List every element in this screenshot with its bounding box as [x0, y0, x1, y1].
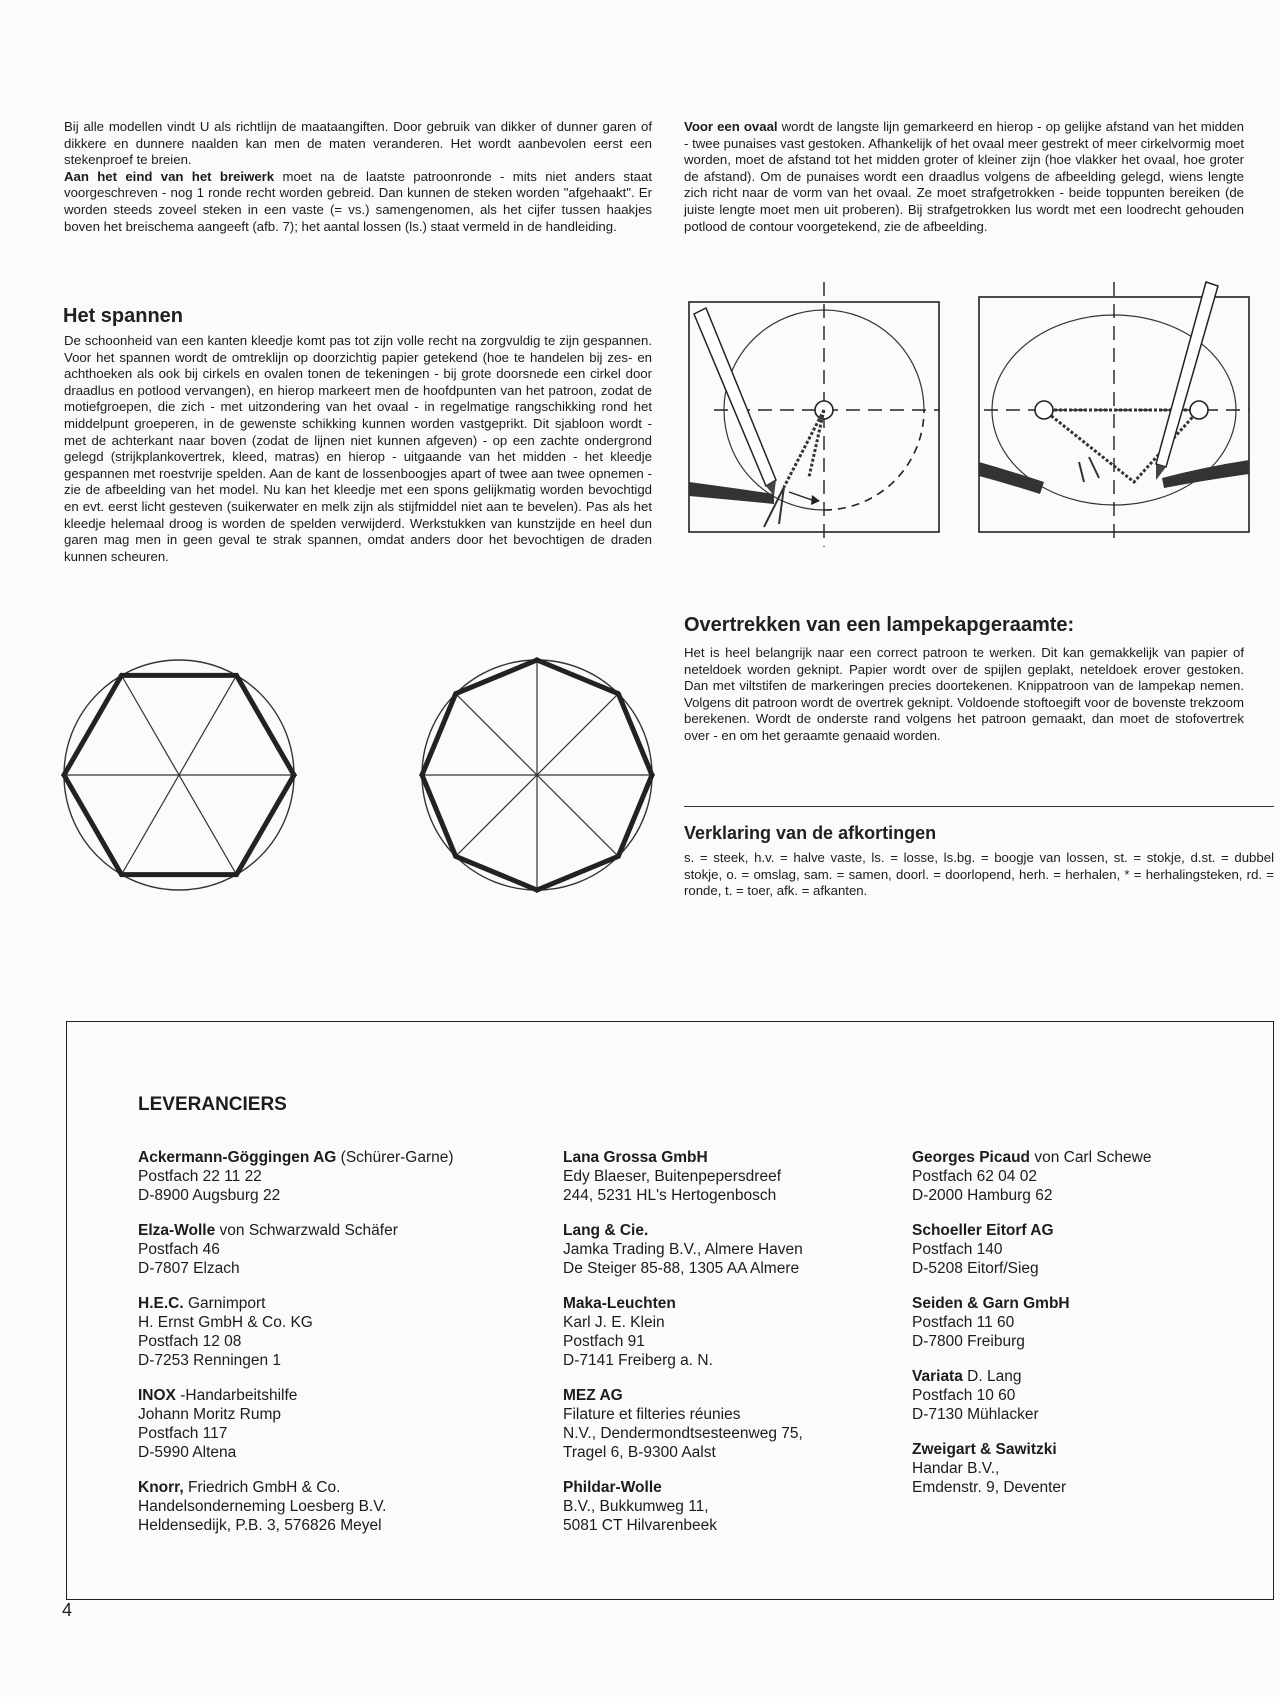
supplier-name: Maka-Leuchten: [563, 1295, 676, 1312]
supplier-address-line: Edy Blaeser, Buitenpepersdreef: [563, 1168, 781, 1185]
supplier-name: Georges Picaud: [912, 1149, 1031, 1166]
supplier-name: Variata: [912, 1368, 963, 1385]
suppliers-col-2: [563, 1148, 893, 1551]
supplier-name: Elza-Wolle: [138, 1222, 216, 1239]
supplier-suffix: Garnimport: [183, 1295, 266, 1312]
intro-right-lead: Voor een ovaal: [684, 119, 778, 134]
supplier-entry: [138, 1294, 468, 1370]
afkortingen-text: s. = steek, h.v. = halve vaste, ls. = losse, ls.bg. = boogje van lossen, st. = stokje, d.st. = dubbel stokje, o. = omslag, sam. = samen, doorl. = doorlopend, herh. = herhalen, * = herhalingsteken, rd. = ronde, t. = toer, afk. = afkanten.: [684, 850, 1274, 899]
supplier-entry: [138, 1478, 468, 1535]
supplier-address-line: H. Ernst GmbH & Co. KG: [138, 1314, 313, 1331]
supplier-suffix: (Schürer-Garne): [336, 1149, 454, 1166]
supplier-address-line: Filature et filteries réunies: [563, 1406, 741, 1423]
supplier-address-line: D-7141 Freiberg a. N.: [563, 1352, 713, 1369]
octagon-figure: [417, 655, 657, 895]
supplier-address-line: Postfach 22 11 22: [138, 1168, 262, 1185]
supplier-address-line: D-5990 Altena: [138, 1444, 237, 1461]
supplier-name: Zweigart & Sawitzki: [912, 1441, 1057, 1458]
supplier-address-line: Heldensedijk, P.B. 3, 576826 Meyel: [138, 1517, 382, 1534]
supplier-entry: [563, 1386, 893, 1462]
spannen-text: De schoonheid van een kanten kleedje komt pas tot zijn volle recht na zorgvuldig te zijn gespannen. Voor het spannen wordt de omtreklijn op doorzichtig papier getekend (hoe te handelen bij zes- en achthoeken als ook bij cirkels en ovalen tonen de tekeningen - bij grote doorsnede een cirkel door draadlus en potlood vervangen), en hierop markeert men de hoofdpunten van het patroon, zodat de motiefgroepen, die zich - met uitzondering van het ovaal - in regelmatige rangschikking rond het middelpunt groeperen, in de gewenste schikking kunnen worden vastgeprikt. Dit sjabloon wordt - met de achterkant naar boven (zodat de lijnen niet kunnen afgeven) - op een zachte ondergrond gelegd (strijkplankovertrek, kleed, matras) en hierop - uitgaande van het midden - het kleedje gespannen met roestvrije spelden. Aan de kant de lossenboogjes apart of twee aan twee opnemen - zie de afbeelding van het model. Nu kan het kleedje met een spons gelijkmatig worden bevochtigd en evt. eerst licht gesteven (suikerwater en melk zijn als stijfmiddel niet aan te bevelen). Pas als het kleedje helemaal droog is worden de spelden verwijderd. Werkstukken van kunstzijde en heel dun garen mag men in geen geval te strak spannen, omdat anders door het bevochtigen de draden kunnen scheuren.: [64, 333, 652, 564]
supplier-address-line: Postfach 91: [563, 1333, 645, 1350]
supplier-address-line: 5081 CT Hilvarenbeek: [563, 1517, 717, 1534]
afkortingen-heading: Verklaring van de afkortingen: [684, 823, 937, 843]
supplier-address-line: Postfach 117: [138, 1425, 228, 1442]
section-divider: [684, 806, 1274, 807]
supplier-entry: [563, 1294, 893, 1370]
supplier-address-line: Tragel 6, B-9300 Aalst: [563, 1444, 716, 1461]
intro-right-p: [684, 119, 1244, 235]
supplier-name: Ackermann-Göggingen AG: [138, 1149, 337, 1166]
intro-left: [64, 119, 652, 235]
supplier-entry: [563, 1148, 893, 1205]
supplier-entry: [138, 1386, 468, 1462]
supplier-name: Schoeller Eitorf AG: [912, 1222, 1054, 1239]
intro-left-p2-rest: moet na de laatste patroonronde - mits niet anders staat voorgeschreven - nog 1 ronde recht worden gebreid. Dan kunnen de steken worden "afgehaakt". Er worden steeds zoveel steken in een vaste (= vs.) samengenomen, als het cijfer tussen haakjes boven het breischema aangeeft (afb. 7); het aantal lossen (ls.) staat vermeld in de handleiding.: [64, 168, 653, 234]
suppliers-col-3: [912, 1148, 1242, 1513]
intro-right-rest: wordt de langste lijn gemarkeerd en hierop - op gelijke afstand van het midden - twee punaises vast gestoken. Afhankelijk of het ovaal meer gestrekt of meer cirkelvormig moet worden, moet de afstand tot het midden groter of kleiner zijn (hoe vlakker het ovaal, hoe groter de afstand). Om de punaises wordt een draadlus volgens de afbeelding gelegd, wiens lengte zich richt naar de vorm van het ovaal. Ze moet strafgetrokken - beide toppunten bereiken (de juiste lengte moet men uit proberen). Bij strafgetrokken lus wordt met een loodrecht gehouden potlood de contour voorgetekend, zie de afbeelding.: [684, 119, 1244, 234]
supplier-suffix: von Carl Schewe: [1030, 1149, 1152, 1166]
supplier-entry: [912, 1440, 1242, 1497]
intro-left-p2-lead: Aan het eind van het breiwerk: [64, 168, 275, 184]
supplier-address-line: D-7130 Mühlacker: [912, 1406, 1039, 1423]
supplier-address-line: D-7800 Freiburg: [912, 1333, 1025, 1350]
supplier-address-line: Johann Moritz Rump: [138, 1406, 282, 1423]
supplier-address-line: Postfach 140: [912, 1241, 1003, 1258]
supplier-name: INOX: [138, 1387, 176, 1404]
spannen-heading: Het spannen: [63, 305, 184, 327]
suppliers-title: LEVERANCIERS: [138, 1094, 287, 1115]
supplier-address-line: D-7807 Elzach: [138, 1260, 240, 1277]
supplier-suffix: -Handarbeitshilfe: [175, 1387, 298, 1404]
supplier-name: H.E.C.: [138, 1295, 184, 1312]
supplier-suffix: von Schwarzwald Schäfer: [215, 1222, 398, 1239]
supplier-name: Lana Grossa GmbH: [563, 1149, 708, 1166]
supplier-address-line: Postfach 12 08: [138, 1333, 242, 1350]
supplier-address-line: D-7253 Renningen 1: [138, 1352, 282, 1369]
supplier-address-line: Postfach 62 04 02: [912, 1168, 1037, 1185]
supplier-address-line: Postfach 46: [138, 1241, 220, 1258]
supplier-name: Seiden & Garn GmbH: [912, 1295, 1070, 1312]
supplier-address-line: 244, 5231 HL's Hertogenbosch: [563, 1187, 777, 1204]
supplier-address-line: D-5208 Eitorf/Sieg: [912, 1260, 1039, 1277]
supplier-entry: [138, 1148, 468, 1205]
lampekap-text: Het is heel belangrijk naar een correct patroon te werken. Dit kan gemakkelijk van papier of neteldoek worden geknipt. Papier wordt over de spijlen geplakt, neteldoek erover gestoken. Dan met viltstifen de markeringen precies doortekenen. Knippatroon van de lampekap nemen. Volgens dit patroon wordt de overtrek geknipt. Voldoende stoftoegift voor de bovenste trekzoom berekenen. Wordt de onderste rand volgens het patroon gemaakt, dan moet de stofovertrek over - en om het geraamte genaaid worden.: [684, 645, 1244, 743]
supplier-address-line: N.V., Dendermondtsesteenweg 75,: [563, 1425, 803, 1442]
supplier-name: Lang & Cie.: [563, 1222, 649, 1239]
supplier-entry: [912, 1294, 1242, 1351]
supplier-address-line: Postfach 11 60: [912, 1314, 1015, 1331]
lampekap-heading: Overtrekken van een lampekapgeraamte:: [684, 614, 1075, 636]
intro-left-p1: Bij alle modellen vindt U als richtlijn de maataangiften. Door gebruik van dikker of dunner garen of dikkere en dunnere naalden kan men de maten veranderen. Het wordt aanbevolen eerst een stekenproef te breien.: [64, 119, 652, 168]
supplier-name: Knorr,: [138, 1479, 184, 1496]
supplier-address-line: Emdenstr. 9, Deventer: [912, 1479, 1067, 1496]
supplier-entry: [138, 1221, 468, 1278]
supplier-address-line: De Steiger 85-88, 1305 AA Almere: [563, 1260, 800, 1277]
supplier-address-line: D-2000 Hamburg 62: [912, 1187, 1053, 1204]
supplier-address-line: Jamka Trading B.V., Almere Haven: [563, 1241, 803, 1258]
hexagon-figure: [59, 655, 299, 895]
page-number: 4: [62, 1600, 73, 1620]
supplier-entry: [912, 1221, 1242, 1278]
oval-figures: [684, 282, 1264, 552]
supplier-suffix: D. Lang: [962, 1368, 1022, 1385]
supplier-entry: [912, 1367, 1242, 1424]
intro-left-p2: [64, 169, 652, 235]
supplier-address-line: B.V., Bukkumweg 11,: [563, 1498, 709, 1515]
intro-right: [684, 119, 1244, 235]
supplier-address-line: Handelsonderneming Loesberg B.V.: [138, 1498, 387, 1515]
supplier-address-line: D-8900 Augsburg 22: [138, 1187, 281, 1204]
supplier-suffix: Friedrich GmbH & Co.: [183, 1479, 341, 1496]
supplier-address-line: Karl J. E. Klein: [563, 1314, 665, 1331]
supplier-address-line: Postfach 10 60: [912, 1387, 1016, 1404]
supplier-name: Phildar-Wolle: [563, 1479, 662, 1496]
supplier-entry: [563, 1221, 893, 1278]
supplier-entry: [912, 1148, 1242, 1205]
suppliers-col-1: [138, 1148, 468, 1551]
supplier-entry: [563, 1478, 893, 1535]
supplier-name: MEZ AG: [563, 1387, 623, 1404]
supplier-address-line: Handar B.V.,: [912, 1460, 1000, 1477]
